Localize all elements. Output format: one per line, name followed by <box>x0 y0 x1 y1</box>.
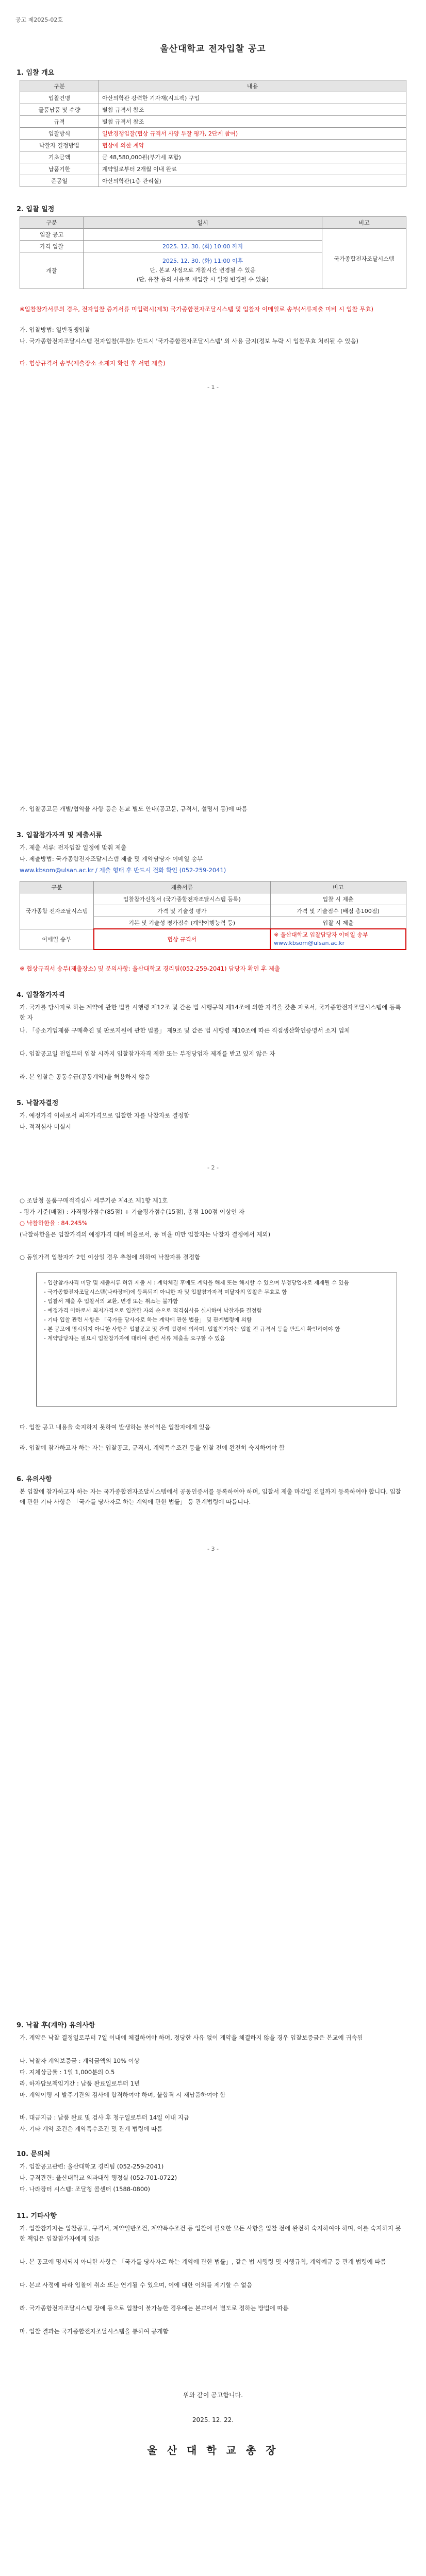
cell: 가격 및 기술성 평가 <box>94 905 271 917</box>
cell: 입찰방식 <box>20 128 99 140</box>
cell: 입찰 시 제출 <box>270 917 406 929</box>
cell: 납품기한 <box>20 163 99 175</box>
cell <box>84 229 322 241</box>
schedule-note: 단, 본교 사정으로 개찰시간 변경될 수 있음 <box>150 267 256 274</box>
email-highlight: ※ 울산대학교 입찰담당자 이메일 송부 <box>274 931 368 938</box>
contract-item: 가. 계약은 낙찰 결정일로부터 7일 이내에 체결하여야 하며, 정당한 사유 없이 계약을 체결하지 않을 경우 입찰보증금은 본교에 귀속됨 <box>20 2034 363 2041</box>
criteria-item: (낙찰하한율은 입찰가격의 예정가격 대비 비율로서, 동 비율 미만 입찰자는 낙찰자 결정에서 제외) <box>20 1231 271 1238</box>
notice-item: 다. 입찰 공고 내용을 숙지하지 못하여 발생하는 불이익은 입찰자에게 있음 <box>20 1423 210 1431</box>
eligibility-item: 나. 「중소기업제품 구매촉진 및 판로지원에 관한 법률」 제9조 및 같은 법 시행령 제10조에 따른 직접생산확인증명서 소지 업체 <box>20 1027 350 1034</box>
documents-col-note: 비고 <box>270 882 406 893</box>
cell: 낙찰자 결정방법 <box>20 140 99 151</box>
criteria-item: - 평가 기준(배점) : 가격평가점수(85점) + 기술평가점수(15점), 총점 100점 이상인 자 <box>20 1208 244 1215</box>
table-row <box>20 116 406 128</box>
table-row <box>20 151 406 163</box>
cell: 금 48,580,000원(부가세 포함) <box>99 151 406 163</box>
misc-item: 라. 국가종합전자조달시스템 장애 등으로 입찰이 불가능한 경우에는 본교에서 별도로 정하는 방법에 따름 <box>20 2304 289 2312</box>
cell: 입찰 시 제출 <box>270 893 406 905</box>
schedule-col-date: 일시 <box>84 217 322 229</box>
box-line: - 계약담당자는 필요시 입찰참가자에 대하여 관련 서류 제출을 요구할 수 있음 <box>44 1335 225 1342</box>
box-line: - 기타 입찰 관련 사항은 「국가를 당사자로 하는 계약에 관한 법률」 및 관계법령에 의함 <box>44 1317 252 1323</box>
section-3-text-a: 가. 입찰공고문 개별/협약율 사항 등은 본교 별도 안내(공고문, 규격서, 설명서 등)에 따름 <box>20 805 248 812</box>
schedule-sub-c: 다. 협상규격서 송부(제출장소 소재지 확인 후 서면 제출) <box>20 360 166 367</box>
page-title: 울산대학교 전자입찰 공고 <box>160 44 266 54</box>
section-3-heading: 3. 입찰참가자격 및 제출서류 <box>17 832 102 839</box>
misc-item: 나. 본 공고에 명시되지 아니한 사항은 「국가를 당사자로 하는 계약에 관한 법률」, 같은 법 시행령 및 시행규칙, 계약예규 등 관계 법령에 따름 <box>20 2258 386 2265</box>
page-number: - 2 - <box>207 1164 219 1171</box>
box-line: - 입찰참가자격 미달 및 제출서류 허위 제출 시 : 계약체결 후에도 계약을 해제 또는 해지할 수 있으며 부정당업자로 제재될 수 있음 <box>44 1280 349 1286</box>
award-item: 가. 예정가격 이하로서 최저가격으로 입찰한 자를 낙찰자로 결정함 <box>20 1112 190 1119</box>
contract-item: 다. 지체상금률 : 1일 1,000분의 0.5 <box>20 2069 115 2076</box>
section-2-heading: 2. 입찰 일정 <box>17 206 55 213</box>
misc-item: 가. 입찰참가자는 입찰공고, 규격서, 계약일반조건, 계약특수조건 등 입찰에 필요한 모든 사항을 입찰 전에 완전히 숙지하여야 하며, 이를 숙지하지 못한 책임은 입찰참가자에게 있음 <box>20 2225 401 2242</box>
misc-item: 다. 본교 사정에 따라 입찰이 취소 또는 연기될 수 있으며, 이에 대한 이의를 제기할 수 없음 <box>20 2281 252 2289</box>
documents-col-docs: 제출서류 <box>94 882 271 893</box>
contact-item: 나. 규격관련: 울산대학교 의과대학 행정실 (052-701-0722) <box>20 2174 177 2181</box>
notice-item: 라. 입찰에 참가하고자 하는 자는 입찰공고, 규격서, 계약특수조건 등을 입찰 전에 완전히 숙지하여야 함 <box>20 1444 285 1451</box>
cell: 협상에 의한 계약 <box>99 140 406 151</box>
page-number: - 1 - <box>207 384 219 391</box>
table-row <box>20 140 406 151</box>
box-line: - 국가종합전자조달시스템(나라장터)에 등록되지 아니한 자 및 입찰참가자격 미달자의 입찰은 무효로 함 <box>44 1289 287 1295</box>
contract-item: 바. 대금지급 : 납품 완료 및 검사 후 청구일로부터 14일 이내 지급 <box>20 2114 189 2121</box>
section-3-footer-note: ※ 협상규격서 송부(제출장소) 및 문의사항: 울산대학교 경리팀(052-259-2041) 담당자 확인 후 제출 <box>20 965 280 972</box>
cell: 준공일 <box>20 175 99 187</box>
section-5-heading: 5. 낙찰자결정 <box>17 1099 59 1107</box>
cell: 아산의학관 강력한 기자재(시트팩) 구입 <box>99 92 406 104</box>
schedule-bottom-note: ※입찰참가서류의 경우, 전자입찰 증거서류 미입력시(제3) 국가종합전자조달시스템 및 입찰자 이메일로 송부(서류제출 미비 시 입찰 무효) <box>20 306 373 313</box>
cell: 일반경쟁입찰(협상 규격서 사양 투찰 평가, 2단계 참여) <box>99 128 406 140</box>
opening-date: 2025. 12. 30. (화) 11:00 이후 <box>162 258 243 264</box>
overview-col-item: 구분 <box>20 80 99 92</box>
section-10-heading: 10. 문의처 <box>17 2150 51 2158</box>
cell: 국가종합전자조달시스템 <box>322 229 406 289</box>
notice-box <box>36 1273 397 1406</box>
eligibility-item: 라. 본 입찰은 공동수급(공동계약)을 허용하지 않음 <box>20 1073 151 1080</box>
schedule-sub-a: 가. 입찰방법: 일반경쟁입찰 <box>20 326 91 333</box>
contract-item: 사. 기타 계약 조건은 계약특수조건 및 관계 법령에 따름 <box>20 2125 163 2132</box>
eligibility-item: 가. 국가를 당사자로 하는 계약에 관한 법률 시행령 제12조 및 같은 법 시행규칙 제14조에 의한 자격을 갖춘 자로서, 국가종합전자조달시스템에 등록한 자 <box>20 1004 401 1021</box>
cell: 2025. 12. 30. (화) 10:00 까지 <box>84 241 322 252</box>
section-11-heading: 11. 기타사항 <box>17 2212 57 2220</box>
email-address[interactable]: www.kbsom@ulsan.ac.kr <box>274 940 345 946</box>
section-6-heading: 6. 유의사항 <box>17 1476 52 1483</box>
overview-table <box>20 80 406 187</box>
notice-date: 2025. 12. 22. <box>192 2416 234 2424</box>
contract-item: 마. 계약이행 시 발주기관의 검사에 합격하여야 하며, 불합격 시 재납품하여야 함 <box>20 2091 226 2098</box>
documents-table <box>20 881 406 950</box>
cell: 아산의학관(1층 관리실) <box>99 175 406 187</box>
cell: 별첨 규격서 참조 <box>99 116 406 128</box>
table-row <box>20 104 406 116</box>
page-number: - 3 - <box>207 1546 219 1552</box>
schedule-note: (단, 유찰 등의 사유로 재입찰 시 일정 변경될 수 있음) <box>136 276 269 283</box>
table-row <box>20 893 406 905</box>
misc-item: 마. 입찰 결과는 국가종합전자조달시스템을 통하여 공개함 <box>20 2328 169 2335</box>
section-3-text-c: 나. 제출방법: 국가종합전자조달시스템 제출 및 계약담당자 이메일 송부 <box>20 855 203 862</box>
cell: 협상 규격서 <box>94 929 271 950</box>
schedule-col-item: 구분 <box>20 217 84 229</box>
documents-col-item: 구분 <box>20 882 94 893</box>
criteria-item: ○ 동일가격 입찰자가 2인 이상일 경우 추첨에 의하여 낙찰자를 결정함 <box>20 1253 201 1261</box>
box-line: - 예정가격 이하로서 최저가격으로 입찰한 자의 순으로 적격심사를 실시하여 낙찰자를 결정함 <box>44 1308 262 1314</box>
eligibility-item: 다. 입찰공고일 전일부터 입찰 시까지 입찰참가자격 제한 또는 부정당업자 제재를 받고 있지 않은 자 <box>20 1050 275 1057</box>
box-line: - 본 공고에 명시되지 아니한 사항은 입찰공고 및 관계 법령에 의하며, 입찰참가자는 입찰 전 규격서 등을 반드시 확인하여야 함 <box>44 1326 340 1332</box>
cell: 가격 입찰 <box>20 241 84 252</box>
section-1-heading: 1. 입찰 개요 <box>17 69 55 77</box>
schedule-col-note: 비고 <box>322 217 406 229</box>
overview-col-content: 내용 <box>99 80 406 92</box>
schedule-sub-b: 나. 국가종합전자조달시스템 전자입찰(투찰): 반드시 '국가종합전자조달시스템' 외 사용 금지(정보 누락 시 입찰무효 처리될 수 있음) <box>20 337 358 345</box>
cell: 기본 및 기술성 평가점수 (계약이행능력 등) <box>94 917 271 929</box>
section-3-email[interactable]: www.kbsom@ulsan.ac.kr / 제출 형태 후 반드시 전화 확인 (052-259-2041) <box>20 867 226 874</box>
criteria-item: ○ 조달청 물품구매적격심사 세부기준 제4조 제1항 제1호 <box>20 1197 168 1204</box>
award-item: 나. 적격심사 미실시 <box>20 1123 71 1130</box>
contract-item: 나. 낙찰자 계약보증금 : 계약금액의 10% 이상 <box>20 2057 140 2064</box>
closing-text: 위와 같이 공고합니다. <box>183 2392 243 2399</box>
cell: 별첨 규격서 참조 <box>99 104 406 116</box>
schedule-table <box>20 216 406 289</box>
cell: 입찰 공고 <box>20 229 84 241</box>
cell: 이메일 송부 <box>20 929 94 950</box>
notice-number: 공고 제2025-02호 <box>15 16 63 23</box>
table-row <box>20 929 406 950</box>
table-row <box>20 229 406 241</box>
section-9-heading: 9. 낙찰 후(계약) 유의사항 <box>17 2022 95 2029</box>
box-line: - 입찰서 제출 후 입찰서의 교환, 변경 또는 취소는 불가함 <box>44 1298 178 1304</box>
cell: 물품납품 및 수량 <box>20 104 99 116</box>
criteria-item: ○ 낙찰하한율 : 84.245% <box>20 1219 88 1227</box>
table-row <box>20 128 406 140</box>
cell: 개찰 <box>20 252 84 289</box>
table-row <box>20 163 406 175</box>
caution-text: 본 입찰에 참가하고자 하는 자는 국가종합전자조달시스템에서 공동인증서를 등록하여야 하며, 입찰서 제출 마감일 전일까지 등록하여야 합니다. 입찰에 관한 기타 사항은 「국가를 당사자로 하는 계약에 관한 법률」 등 관계법령에 따릅니다. <box>20 1488 401 1505</box>
contact-item: 다. 나라장터 시스템: 조달청 콜센터 (1588-0800) <box>20 2185 150 2193</box>
cell: 규격 <box>20 116 99 128</box>
cell: 기초금액 <box>20 151 99 163</box>
cell: 입찰건명 <box>20 92 99 104</box>
section-3-text-b: 가. 제출 서류: 전자입찰 일정에 맞춰 제출 <box>20 844 127 851</box>
cell: 가격 및 기술점수 (배점 총100점) <box>270 905 406 917</box>
signature: 울 산 대 학 교 총 장 <box>147 2444 279 2456</box>
contract-item: 라. 하자담보책임기간 : 납품 완료일로부터 1년 <box>20 2080 140 2087</box>
section-4-heading: 4. 입찰참가자격 <box>17 991 65 999</box>
table-row <box>20 175 406 187</box>
cell: 국가종합 전자조달시스템 <box>20 893 94 929</box>
cell: 계약일로부터 2개월 이내 완료 <box>99 163 406 175</box>
cell: 입찰참가신청서 (국가종합전자조달시스템 등록) <box>94 893 271 905</box>
contact-item: 가. 입찰공고관련: 울산대학교 경리팀 (052-259-2041) <box>20 2163 164 2170</box>
table-row <box>20 92 406 104</box>
